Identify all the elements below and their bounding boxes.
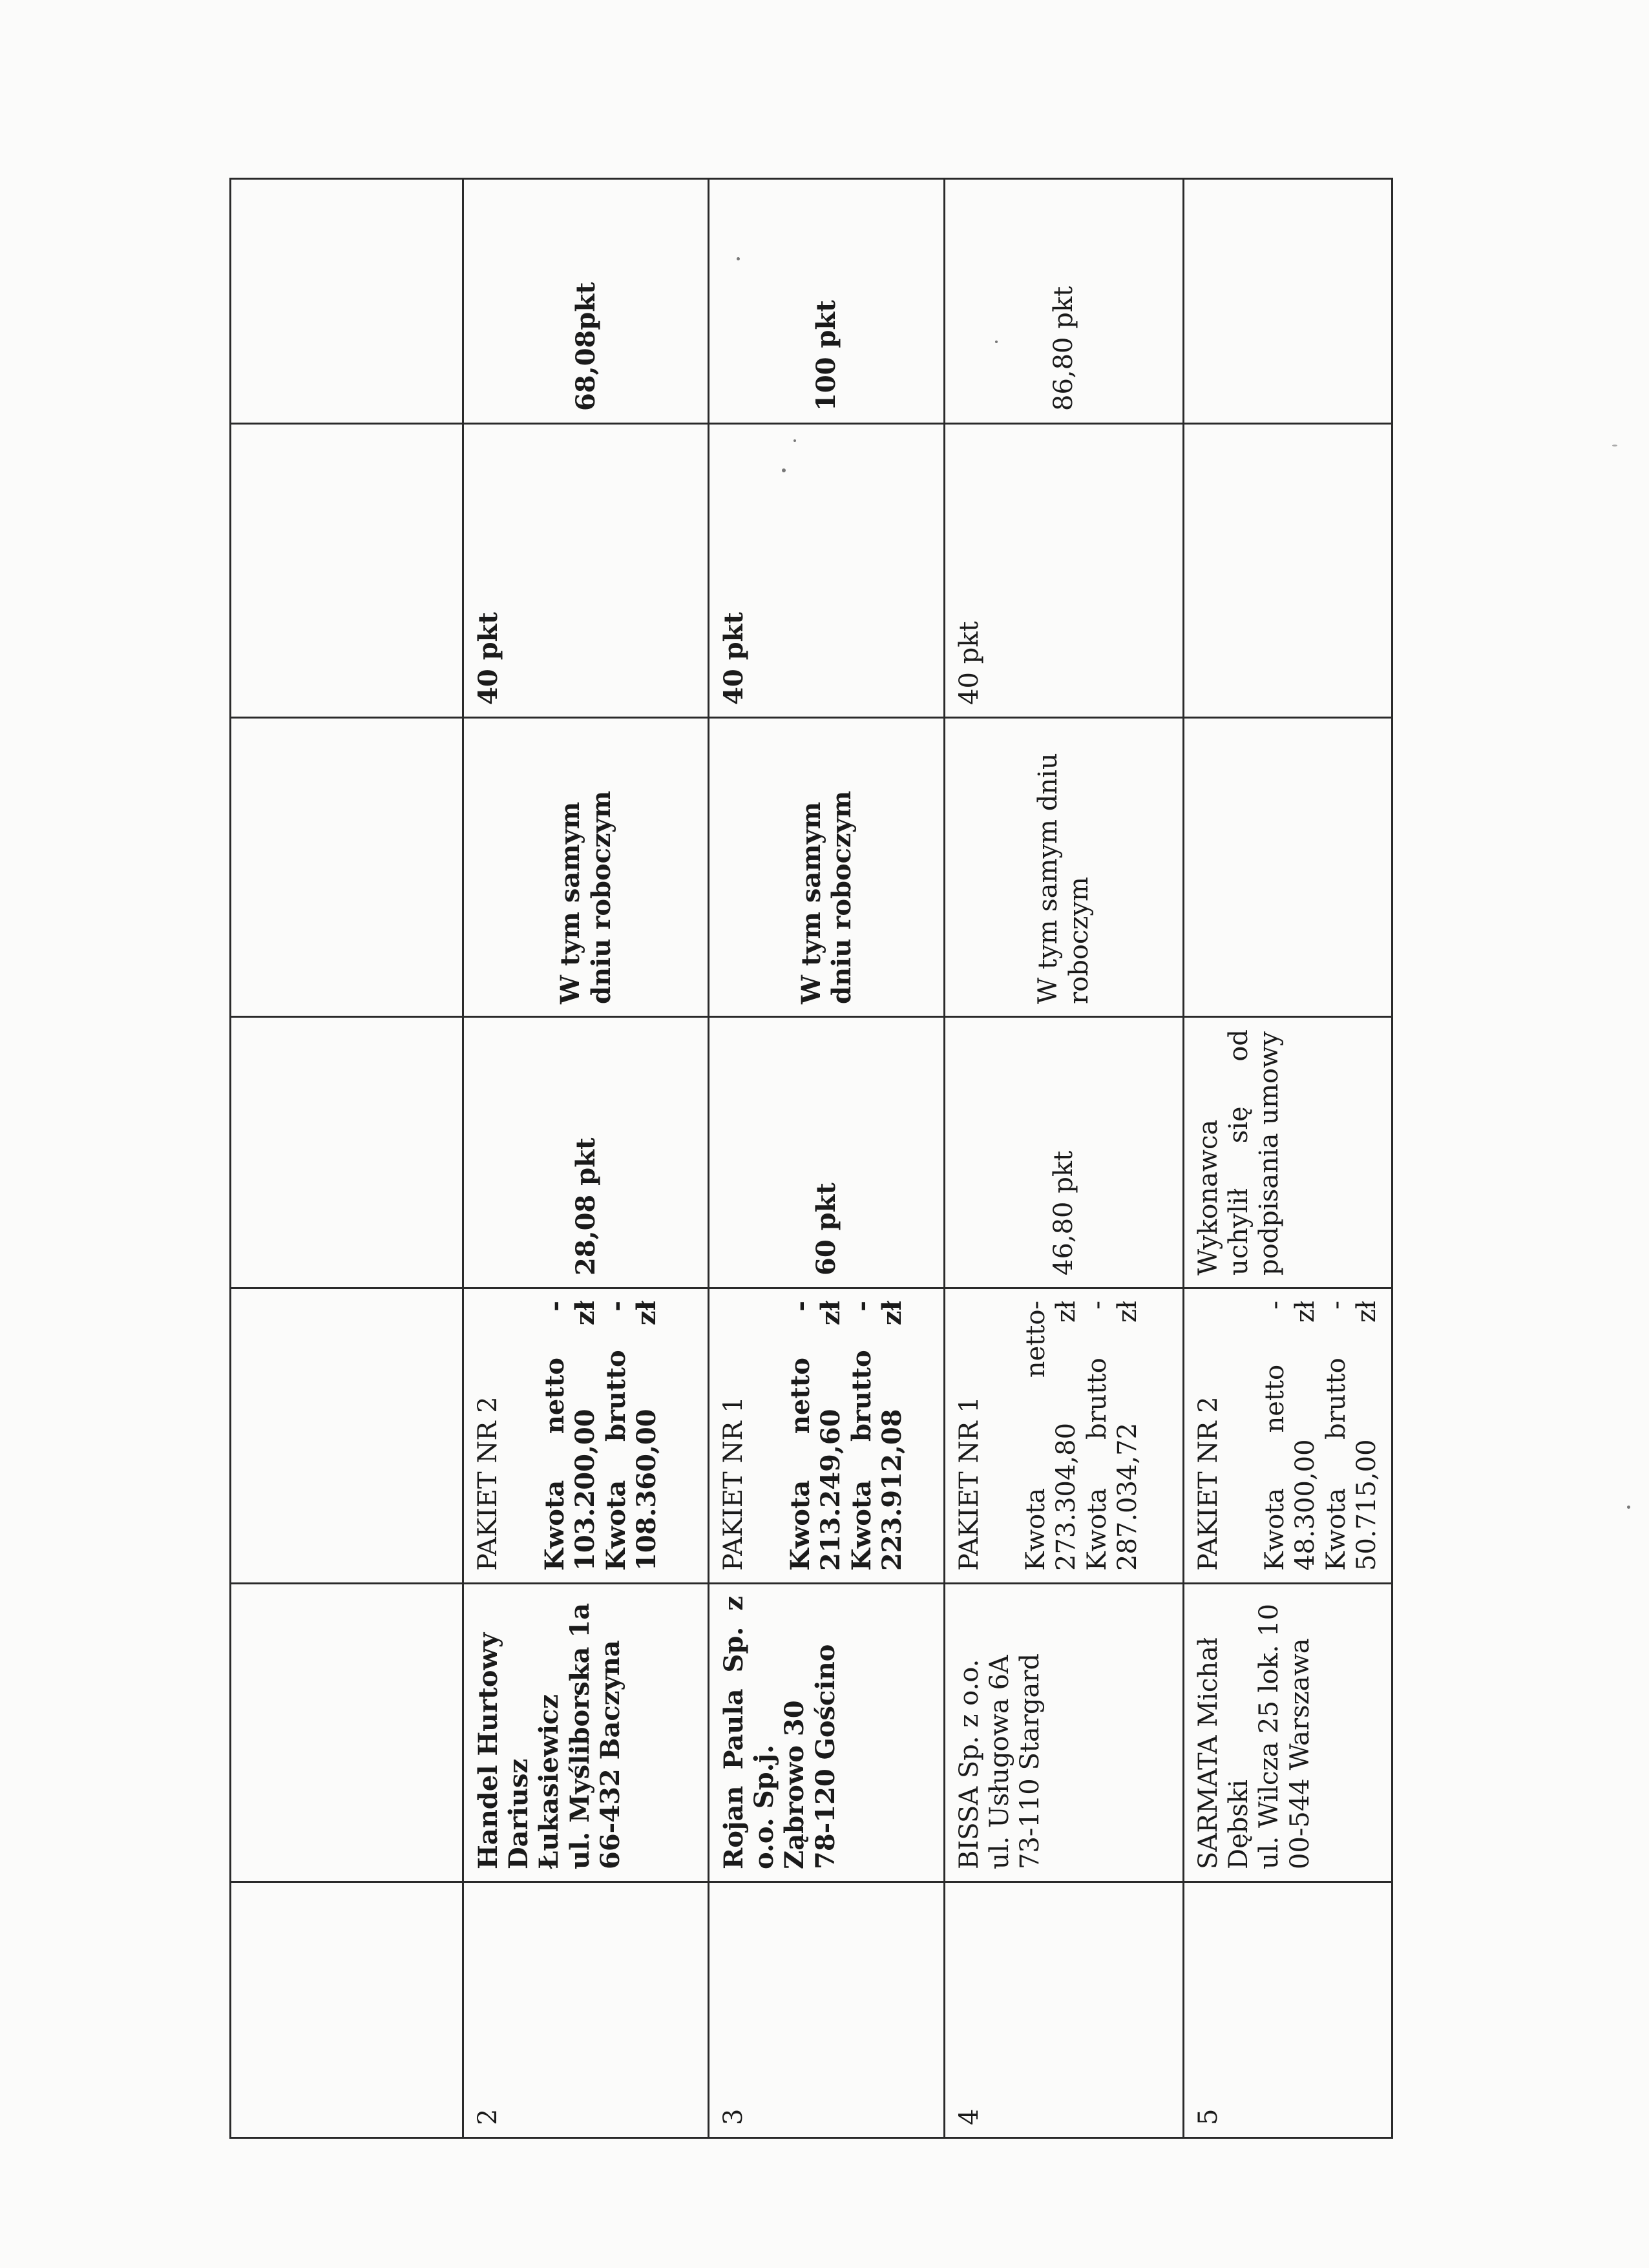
contractor-line: Handel Hurtowy xyxy=(473,1632,503,1869)
price-points: Wykonawca uchylił się od podpisania umowy xyxy=(1184,1017,1392,1288)
delivery-time: W tym samym dniu roboczym xyxy=(463,718,709,1017)
contractor-cell xyxy=(709,1584,945,1882)
contractor-line: Rojan Paula Sp. z o.o. Sp.j. xyxy=(719,1596,780,1869)
scan-speck xyxy=(737,257,740,260)
contractor-cell xyxy=(945,1584,1184,1882)
contractor-line: 66-432 Baczyna xyxy=(594,1640,625,1869)
scan-speck xyxy=(793,439,796,442)
gross-amount: Kwota brutto - 287.034,72 zł xyxy=(1082,1301,1142,1571)
delivery-time: W tym samym dniu roboczym xyxy=(709,718,945,1017)
net-amount: Kwota netto- 273.304,80 zł xyxy=(1021,1301,1082,1571)
row-number: 3 xyxy=(709,1882,945,2138)
contractor-line: ul. Usługowa 6A xyxy=(985,1655,1015,1869)
header-cell xyxy=(231,1882,463,2138)
delivery-time xyxy=(1184,718,1392,1017)
scan-speck xyxy=(782,468,786,472)
gross-amount: Kwota brutto - 108.360,00 zł xyxy=(600,1301,662,1571)
header-cell xyxy=(231,1017,463,1288)
offer-cell xyxy=(463,1288,709,1584)
header-cell xyxy=(231,1288,463,1584)
contractor-line: Ząbrowo 30 xyxy=(779,1700,810,1869)
contractor-line: 00-544 Warszawa xyxy=(1285,1638,1315,1869)
price-points: 46,80 pkt xyxy=(945,1017,1184,1288)
header-cell xyxy=(231,179,463,424)
net-amount: Kwota netto - 48.300,00 zł xyxy=(1260,1301,1321,1571)
net-amount: Kwota netto - 103.200,00 zł xyxy=(540,1301,601,1571)
table-row xyxy=(1184,179,1392,2138)
package-label: PAKIET NR 1 xyxy=(719,1396,748,1571)
scan-speck xyxy=(1627,1506,1630,1509)
scan-speck xyxy=(1612,445,1617,446)
rotated-table-container xyxy=(229,180,1381,2139)
contractor-cell xyxy=(1184,1584,1392,1882)
delivery-points: 40 pkt xyxy=(463,424,709,718)
contractor-cell xyxy=(463,1584,709,1882)
gross-amount: Kwota brutto - 50.715,00 zł xyxy=(1321,1301,1381,1571)
header-cell xyxy=(231,424,463,718)
gross-amount: Kwota brutto - 223.912,08 zł xyxy=(846,1301,907,1571)
delivery-time: W tym samym dniu roboczym xyxy=(945,718,1184,1017)
table-row xyxy=(463,179,709,2138)
net-amount: Kwota netto - 213.249,60 zł xyxy=(785,1301,846,1571)
offer-cell xyxy=(945,1288,1184,1584)
header-cell xyxy=(231,1584,463,1882)
total-points: 86,80 pkt xyxy=(945,179,1184,424)
delivery-points xyxy=(1184,424,1392,718)
contractor-line: ul. Wilcza 25 lok. 10 xyxy=(1254,1603,1285,1869)
table-header-row xyxy=(231,179,463,2138)
row-number: 2 xyxy=(463,1882,709,2138)
contractor-line: ul. Myśliborska 1a xyxy=(564,1602,595,1869)
table-row xyxy=(709,179,945,2138)
contractor-line: SARMATA Michał Dębski xyxy=(1193,1637,1254,1869)
delivery-points: 40 pkt xyxy=(945,424,1184,718)
contractor-line: 73-110 Stargard xyxy=(1015,1653,1045,1869)
header-cell xyxy=(231,718,463,1017)
package-label: PAKIET NR 2 xyxy=(1193,1396,1223,1571)
price-points: 28,08 pkt xyxy=(463,1017,709,1288)
total-points: 68,08pkt xyxy=(463,179,709,424)
package-label: PAKIET NR 1 xyxy=(954,1396,984,1571)
row-number: 5 xyxy=(1184,1882,1392,2138)
total-points xyxy=(1184,179,1392,424)
contractor-line: BISSA Sp. z o.o. xyxy=(954,1659,984,1869)
offers-table xyxy=(229,178,1393,2139)
total-points: 100 pkt xyxy=(709,179,945,424)
package-label: PAKIET NR 2 xyxy=(473,1396,503,1571)
delivery-points: 40 pkt xyxy=(709,424,945,718)
contractor-line: 78-120 Gościno xyxy=(810,1644,841,1869)
table-row xyxy=(945,179,1184,2138)
scan-speck xyxy=(995,341,998,343)
offer-cell xyxy=(1184,1288,1392,1584)
row-number: 4 xyxy=(945,1882,1184,2138)
contractor-line: Dariusz Łukasiewicz xyxy=(503,1694,565,1869)
offer-cell xyxy=(709,1288,945,1584)
price-points: 60 pkt xyxy=(709,1017,945,1288)
